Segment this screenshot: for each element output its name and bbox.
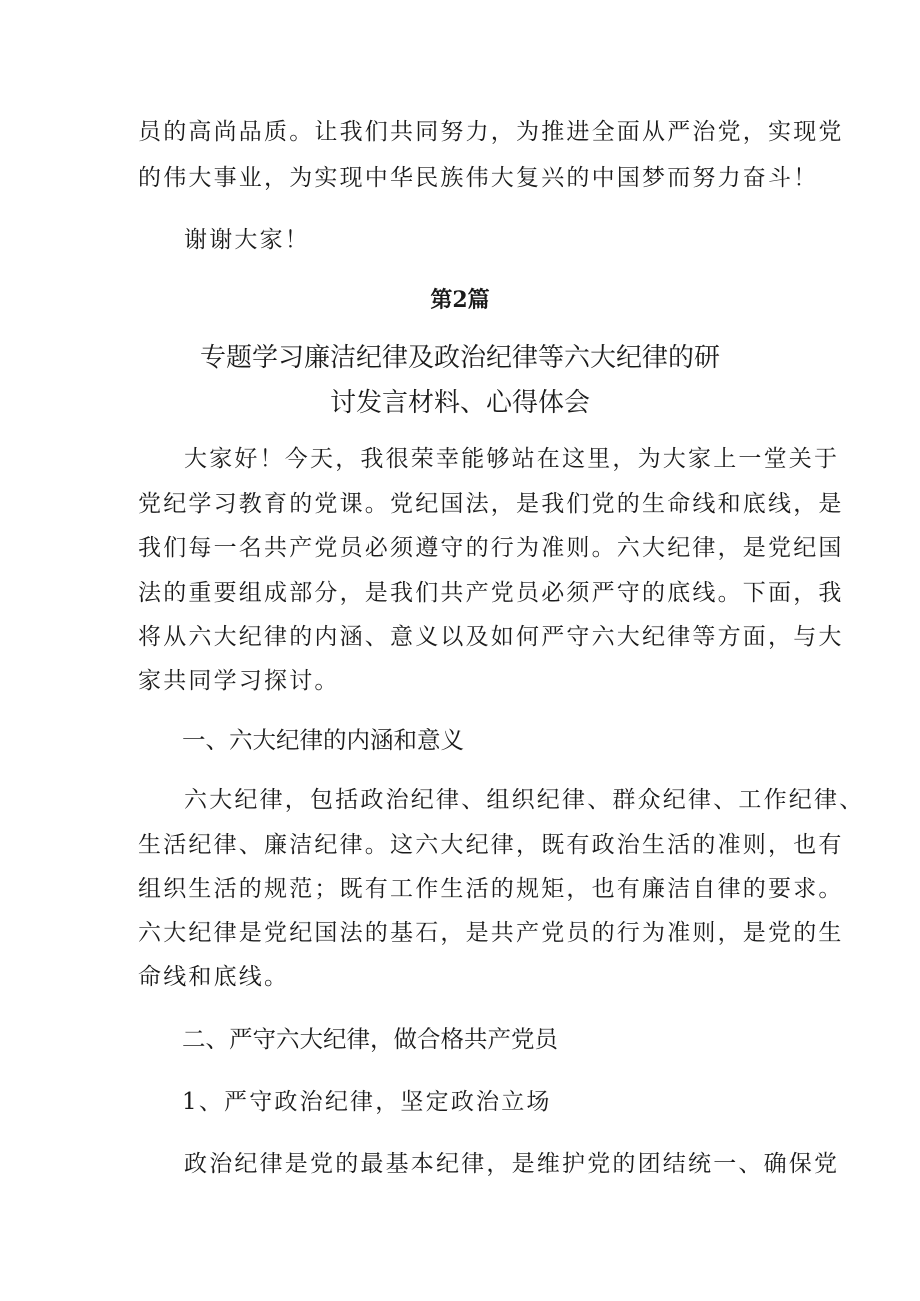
- chapter-label: 第2篇: [430, 287, 490, 313]
- closing-paragraph-line-1: 员的高尚品质。让我们共同努力，为推进全面从严治党，实现党: [138, 119, 844, 145]
- section-one-line-4: 六大纪律是党纪国法的基石，是共产党员的行为准则，是党的生: [138, 920, 844, 946]
- section-one-line-2: 生活纪律、廉洁纪律。这六大纪律，既有政治生活的准则，也有: [138, 832, 844, 858]
- section-two-subheading: 1、严守政治纪律，坚定政治立场: [182, 1089, 552, 1115]
- article-title-line-2: 讨发言材料、心得体会: [329, 388, 590, 418]
- intro-line-1: 大家好！今天，我很荣幸能够站在这里，为大家上一堂关于: [184, 446, 840, 472]
- closing-paragraph-line-2: 的伟大事业，为实现中华民族伟大复兴的中国梦而努力奋斗！: [138, 165, 819, 191]
- intro-line-6: 家共同学习探讨。: [138, 668, 340, 694]
- intro-line-4: 法的重要组成部分，是我们共产党员必须严守的底线。下面，我: [138, 580, 844, 606]
- section-two-heading: 二、严守六大纪律，做合格共产党员: [182, 1025, 558, 1053]
- article-title-line-1: 专题学习廉洁纪律及政治纪律等六大纪律的研: [199, 343, 720, 373]
- intro-line-2: 党纪学习教育的党课。党纪国法，是我们党的生命线和底线，是: [138, 491, 844, 517]
- intro-line-3: 我们每一名共产党员必须遵守的行为准则。六大纪律，是党纪国: [138, 535, 844, 561]
- section-one-line-5: 命线和底线。: [138, 964, 290, 990]
- section-one-line-1: 六大纪律，包括政治纪律、组织纪律、群众纪律、工作纪律、: [184, 787, 865, 813]
- section-two-line-1: 政治纪律是党的最基本纪律，是维护党的团结统一、确保党: [184, 1151, 840, 1177]
- section-one-line-3: 组织生活的规范；既有工作生活的规矩，也有廉洁自律的要求。: [138, 876, 844, 902]
- intro-line-5: 将从六大纪律的内涵、意义以及如何严守六大纪律等方面，与大: [138, 624, 844, 650]
- thanks-line: 谢谢大家！: [184, 227, 310, 253]
- section-one-heading: 一、六大纪律的内涵和意义: [182, 726, 464, 754]
